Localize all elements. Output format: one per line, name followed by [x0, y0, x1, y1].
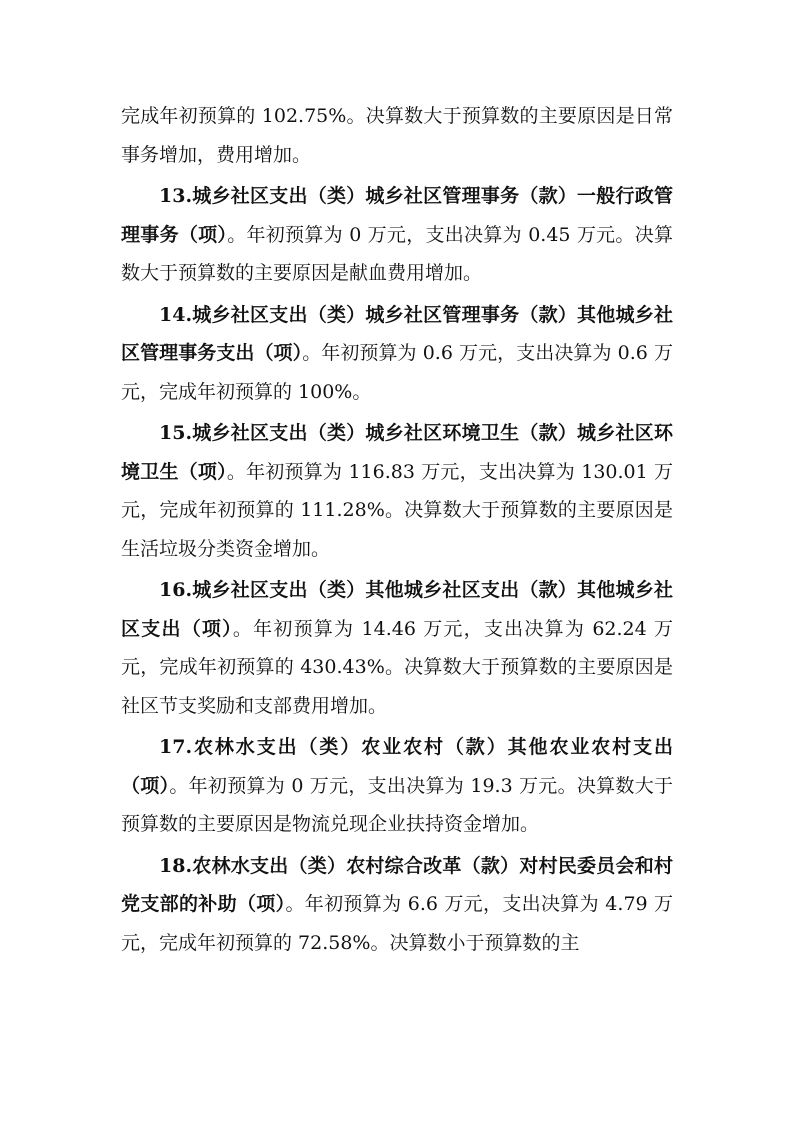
- paragraph-body: 完成年初预算的 102.75%。决算数大于预算数的主要原因是日常事务增加，费用增加。: [121, 105, 673, 166]
- paragraph-heading: 14.城乡社区支出（类）城乡社区管理事务（款）其他城乡社区管理事务支出（项）: [121, 303, 673, 364]
- paragraph-body: 。年初预算为 14.46 万元，支出决算为 62.24 万元，完成年初预算的 430.43%。决算数大于预算数的主要原因是社区节支奖励和支部费用增加。: [121, 617, 673, 717]
- paragraph-heading: 15.城乡社区支出（类）城乡社区环境卫生（款）城乡社区环境卫生（项）: [121, 422, 673, 483]
- document-body: [121, 97, 673, 965]
- paragraph-item-16: [121, 571, 673, 725]
- paragraph-body: 。年初预算为 0 万元，支出决算为 0.45 万元。决算数大于预算数的主要原因是献血费用增加。: [121, 223, 673, 284]
- paragraph-heading: 17.农林水支出（类）农业农村（款）其他农业农村支出（项）: [121, 736, 673, 797]
- paragraph-heading: 18.农林水支出（类）农村综合改革（款）对村民委员会和村党支部的补助（项）: [121, 854, 673, 915]
- paragraph-item-14: [121, 296, 673, 412]
- paragraph-item-17: [121, 728, 673, 844]
- paragraph-heading: 16.城乡社区支出（类）其他城乡社区支出（款）其他城乡社区支出（项）: [121, 579, 673, 640]
- paragraph-item-15: [121, 414, 673, 568]
- paragraph-body: 。年初预算为 116.83 万元，支出决算为 130.01 万元，完成年初预算的 111.28%。决算数大于预算数的主要原因是生活垃圾分类资金增加。: [121, 460, 673, 560]
- paragraph-continued: [121, 97, 673, 174]
- paragraph-body: 。年初预算为 6.6 万元，支出决算为 4.79 万元，完成年初预算的 72.58%。决算数小于预算数的主: [121, 893, 673, 954]
- paragraph-heading: 13.城乡社区支出（类）城乡社区管理事务（款）一般行政管理事务（项）: [121, 185, 673, 246]
- paragraph-body: 。年初预算为 0 万元，支出决算为 19.3 万元。决算数大于预算数的主要原因是物流兑现企业扶持资金增加。: [121, 774, 673, 835]
- paragraph-item-18: [121, 847, 673, 963]
- paragraph-body: 。年初预算为 0.6 万元，支出决算为 0.6 万元，完成年初预算的 100%。: [121, 342, 673, 403]
- paragraph-item-13: [121, 177, 673, 293]
